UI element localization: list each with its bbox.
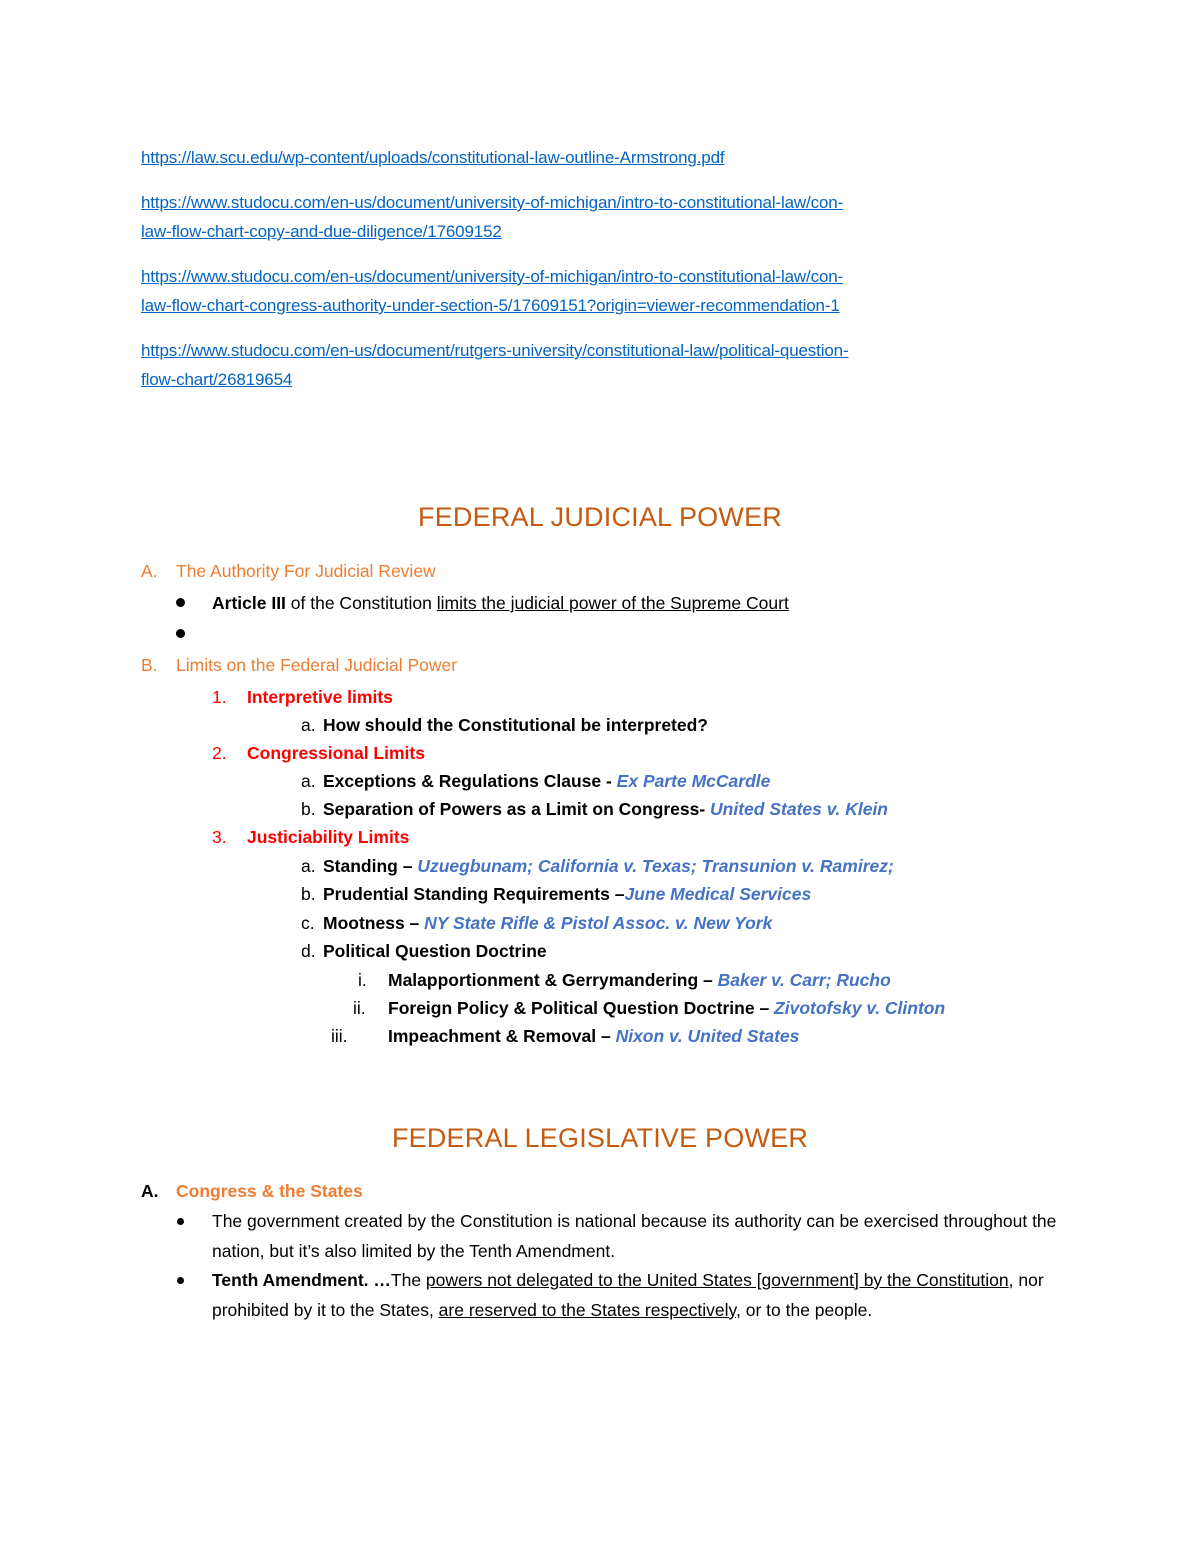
sub-item-text: Standing –: [323, 856, 418, 876]
sub-item: [323, 767, 770, 795]
roman-marker: iii.: [331, 1026, 348, 1046]
underlined-text: are reserved to the States respectively: [438, 1300, 736, 1320]
bullet-icon: [176, 598, 185, 607]
plain-text: The: [390, 1270, 426, 1290]
sub-marker: b.: [301, 884, 316, 904]
case-citation: Nixon v. United States: [615, 1026, 800, 1046]
sub-item: [323, 795, 888, 823]
bullet-icon: [177, 1218, 184, 1225]
outline-item-B: B.: [141, 655, 158, 675]
national-government-bullet: The government created by the Constitution is national because its authority can be exercised throughout the nation, but it’s also limited by the Tenth Amendment.: [212, 1211, 1057, 1261]
bullet-icon: [177, 1277, 184, 1284]
numbered-marker: 3.: [212, 827, 227, 847]
roman-item: [388, 994, 945, 1022]
tenth-amendment-bullet: [212, 1265, 1062, 1325]
sub-marker: b.: [301, 799, 316, 819]
section-heading-legislative: FEDERAL LEGISLATIVE POWER: [391, 1123, 809, 1153]
article-iii-bullet: [212, 589, 789, 617]
sub-marker: c.: [301, 913, 315, 933]
sub-marker: a.: [301, 856, 316, 876]
roman-item: [388, 966, 891, 994]
case-citation: United States v. Klein: [710, 799, 888, 819]
sub-item: [323, 852, 894, 880]
sub-item-text: Exceptions & Regulations Clause -: [323, 771, 617, 791]
underlined-text: limits the judicial power of the Supreme Court: [436, 593, 789, 613]
sub-marker: a.: [301, 771, 316, 791]
sub-item-text: Separation of Powers as a Limit on Congress-: [323, 799, 711, 819]
roman-marker: ii.: [353, 998, 366, 1018]
numbered-title-interpretive: Interpretive limits: [247, 687, 393, 707]
numbered-marker: 1.: [212, 687, 227, 707]
outline-title-congress-states: Congress & the States: [176, 1181, 363, 1201]
roman-item-text: Impeachment & Removal –: [388, 1026, 616, 1046]
case-citation: Baker v. Carr; Rucho: [717, 970, 891, 990]
outline-item-A: [141, 557, 158, 585]
section-heading-judicial: FEDERAL JUDICIAL POWER: [418, 502, 782, 532]
case-citation: Zivotofsky v. Clinton: [774, 998, 946, 1018]
sub-item: [323, 880, 811, 908]
outline-marker: A.: [141, 561, 158, 581]
sub-marker: d.: [301, 941, 316, 961]
case-citation: Uzuegbunam; California v. Texas; Transunion v. Ramirez;: [417, 856, 894, 876]
reference-link[interactable]: https://law.scu.edu/wp-content/uploads/constitutional-law-outline-Armstrong.pdf: [141, 148, 725, 167]
case-citation: Ex Parte McCardle: [616, 771, 771, 791]
case-citation: June Medical Services: [624, 884, 812, 904]
numbered-marker: 2.: [212, 743, 227, 763]
sub-item-text: Prudential Standing Requirements –: [323, 884, 625, 904]
sub-item-text: Mootness –: [323, 913, 425, 933]
underlined-text: powers not delegated to the United States [government] by the Constitution: [425, 1270, 1009, 1290]
numbered-title-justiciability: Justiciability Limits: [247, 827, 410, 847]
numbered-title-congressional: Congressional Limits: [247, 743, 425, 763]
reference-link[interactable]: https://www.studocu.com/en-us/document/university-of-michigan/intro-to-constitutional-law/con- law-flow-chart-copy-and-due-diligence/17609152: [141, 193, 844, 241]
roman-marker: i.: [358, 970, 367, 990]
roman-item-text: Foreign Policy & Political Question Doctrine –: [388, 998, 775, 1018]
outline-marker: A.: [141, 1181, 159, 1201]
plain-text: of the Constitution: [285, 593, 437, 613]
sub-item-text: Political Question Doctrine: [323, 941, 547, 961]
bullet-icon: [176, 629, 185, 638]
reference-links: [141, 143, 1041, 410]
bold-text: Tenth Amendment. …: [212, 1270, 391, 1290]
roman-item-text: Malapportionment & Gerrymandering –: [388, 970, 718, 990]
sub-marker: a.: [301, 715, 316, 735]
plain-text: , nor prohibited by it to the States,: [212, 1270, 1044, 1320]
reference-link[interactable]: https://www.studocu.com/en-us/document/university-of-michigan/intro-to-constitutional-law/con- law-flow-chart-congress-authority-under-section-5/17609151?origin=viewer-recommendation-1: [141, 267, 844, 315]
reference-link[interactable]: https://www.studocu.com/en-us/document/rutgers-university/constitutional-law/political-question- flow-chart/26819654: [141, 341, 849, 389]
outline-title-authority: The Authority For Judicial Review: [176, 561, 436, 581]
sub-item: [323, 909, 772, 937]
plain-text: , or to the people.: [736, 1300, 873, 1320]
sub-item-text: How should the Constitutional be interpreted?: [323, 715, 708, 735]
case-citation: NY State Rifle & Pistol Assoc. v. New York: [424, 913, 773, 933]
bold-text: Article III: [212, 593, 286, 613]
roman-item: [388, 1022, 799, 1050]
outline-title-limits: Limits on the Federal Judicial Power: [176, 655, 458, 675]
